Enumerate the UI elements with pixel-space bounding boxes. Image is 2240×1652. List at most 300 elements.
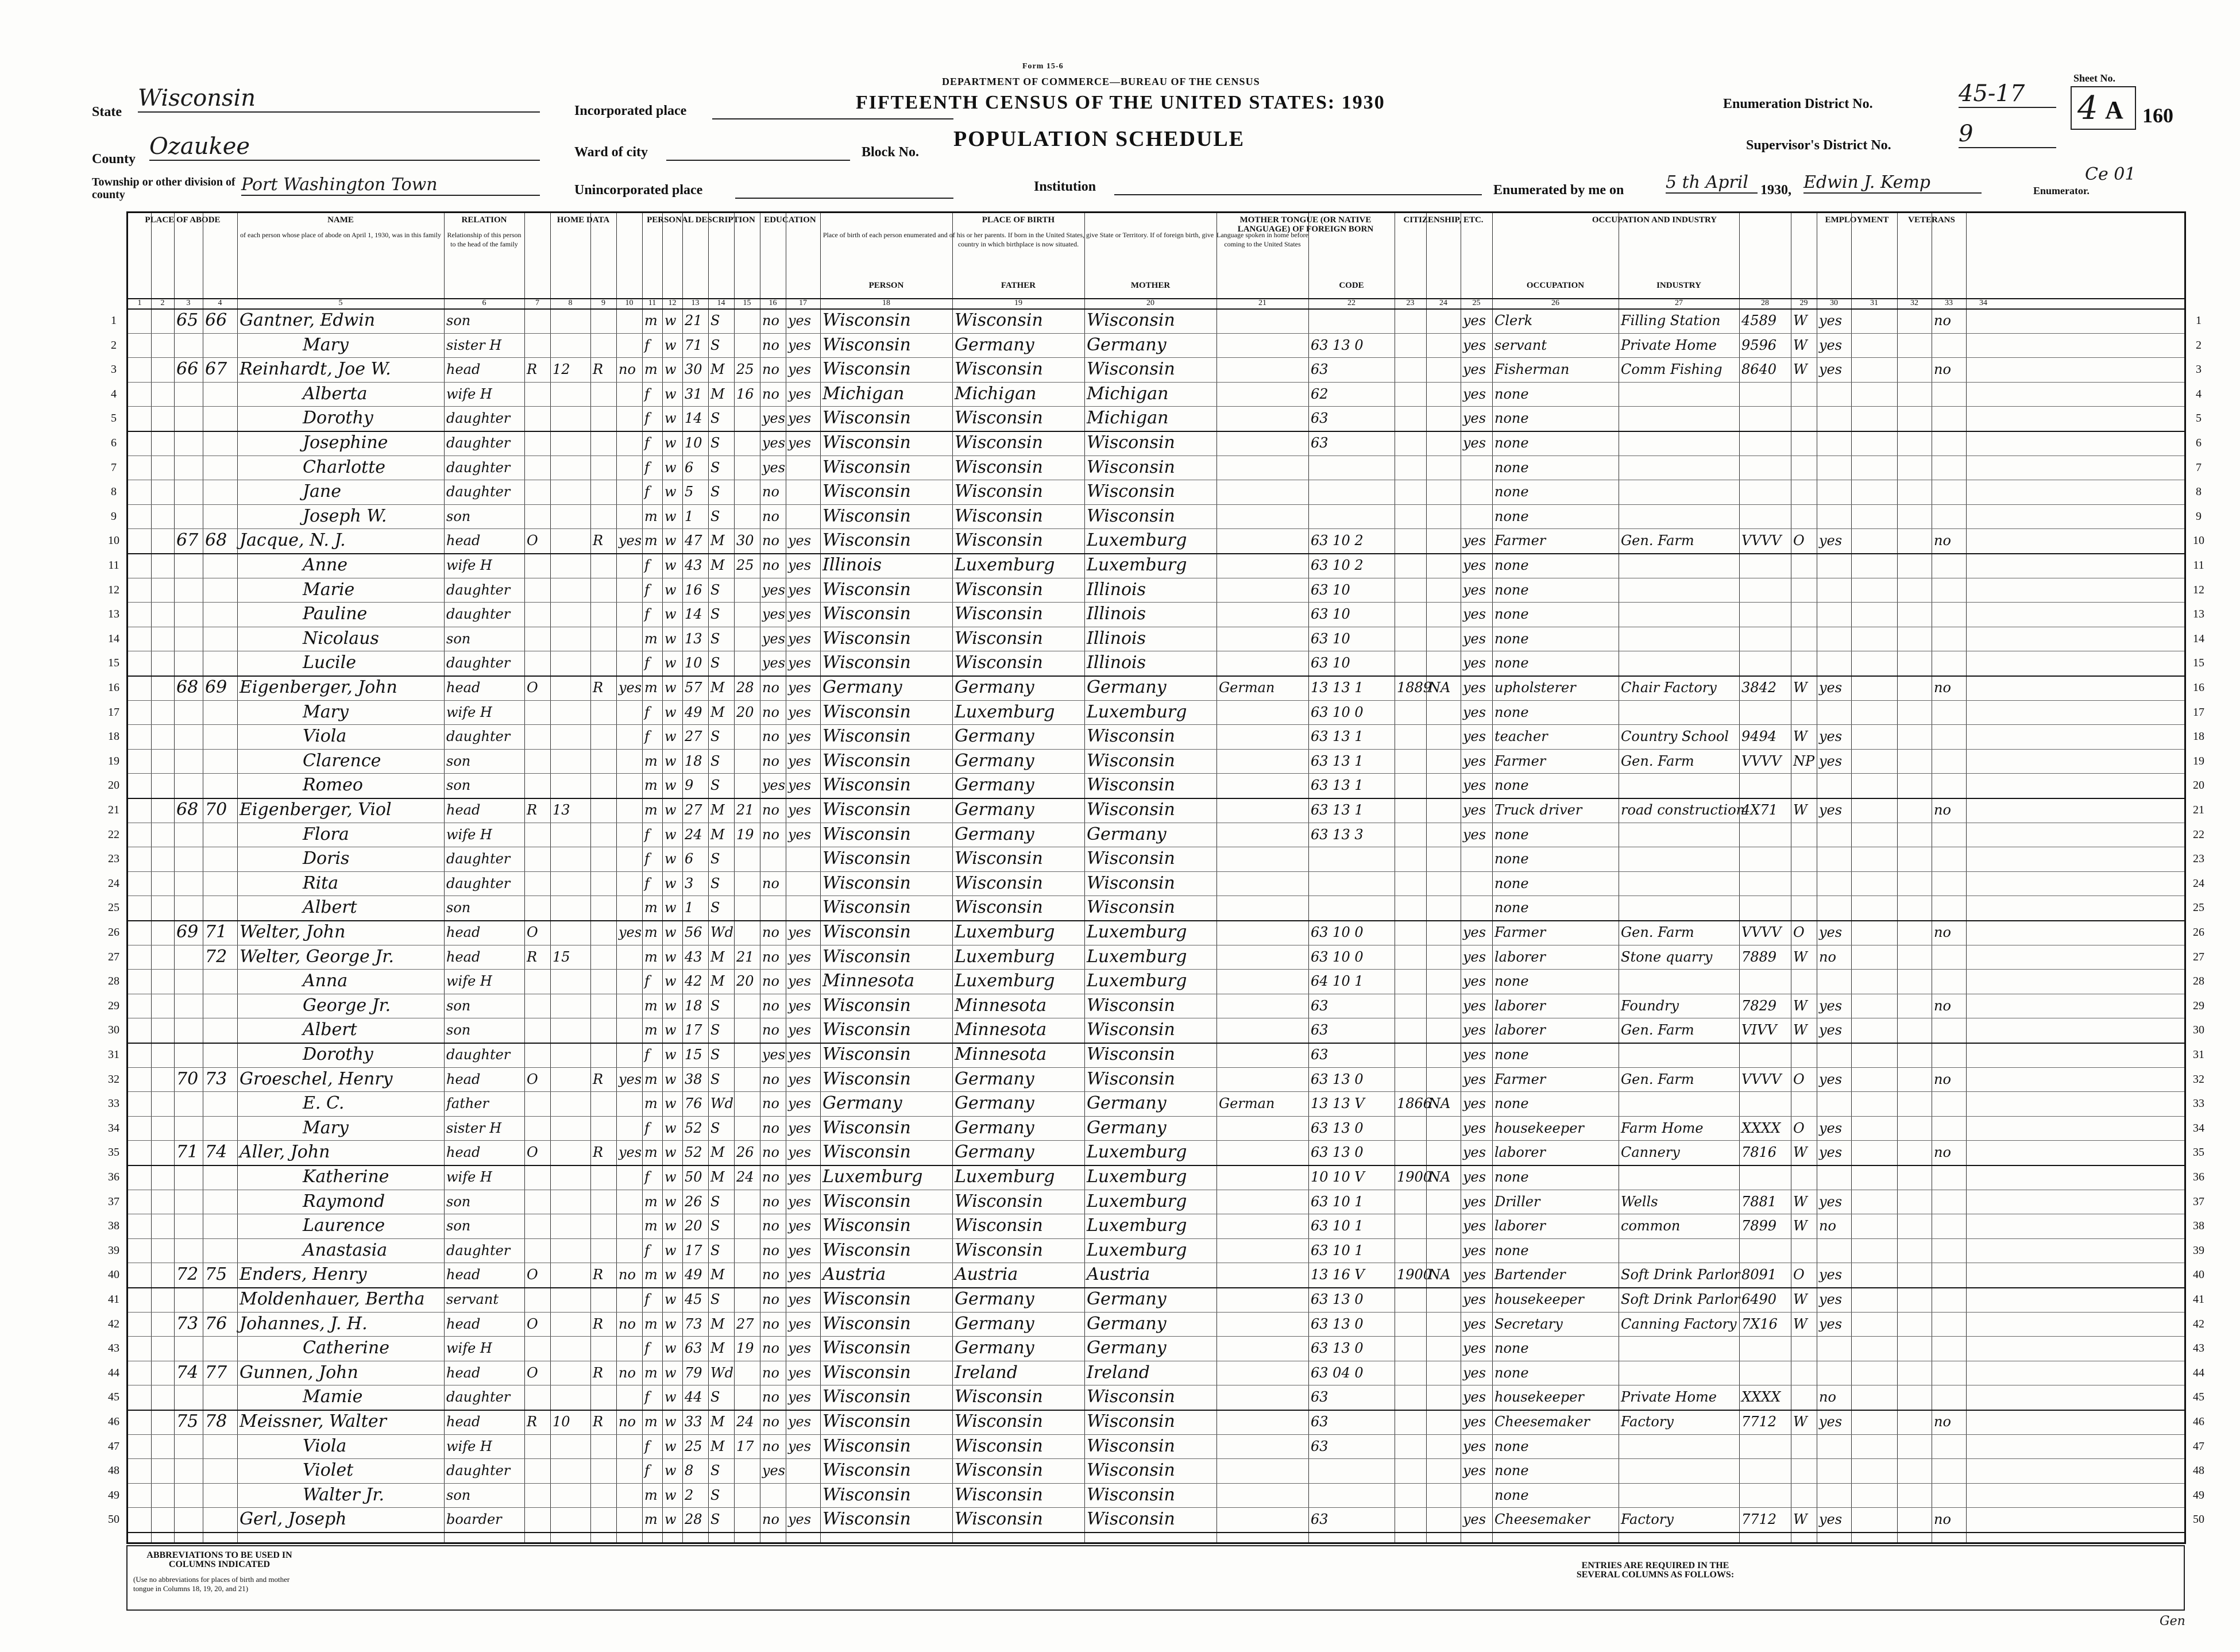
cell-code: 63 04 0 [1311,1364,1364,1381]
cell-school: no [762,1095,779,1112]
cell-home: O [527,1364,538,1381]
section-personal: PERSONAL DESCRIPTION [647,215,755,225]
cell-fb: Wisconsin [955,628,1043,649]
cell-sex: f [644,728,650,745]
cell-code: 63 10 [1311,581,1350,598]
cell-home: R [527,948,538,965]
cell-code: 64 10 1 [1311,973,1364,990]
cell-fb: Wisconsin [955,1191,1043,1211]
cell-name: E. C. [303,1093,345,1114]
cell-occcode: VVVV [1741,532,1782,549]
cell-work: no [1819,1218,1836,1234]
cell-mb: Wisconsin [1087,848,1175,869]
cell-fb: Austria [955,1264,1018,1285]
row-number: 22 [108,828,119,841]
cell-school: yes [762,435,786,451]
cell-race: w [665,1511,677,1528]
cell-agemar: 20 [736,704,754,720]
cell-race: w [665,1242,677,1259]
row-number: 6 [111,437,117,449]
cell-age: 42 [685,973,702,990]
row-number: 48 [108,1464,119,1477]
row-number: 50 [2193,1513,2204,1526]
cell-occ: none [1494,1487,1529,1503]
section-employment: EMPLOYMENT [1825,215,1889,225]
cell-pb: Wisconsin [822,726,911,747]
cell-read: yes [788,1193,812,1210]
cell-eng: yes [1463,826,1486,843]
col-divider [662,213,663,1542]
cell-rel: wife H [446,704,492,720]
cell-age: 20 [685,1218,702,1234]
cell-radio: R [593,1414,604,1430]
enumerator-signature: Edwin J. Kemp [1803,172,1982,194]
cell-rel: son [446,1487,471,1503]
cell-work: yes [1819,802,1843,818]
cell-mb: Wisconsin [1087,1044,1175,1064]
cell-school: no [762,361,779,378]
cell-occ: none [1494,557,1529,573]
cell-pb: Wisconsin [822,1411,911,1431]
cell-occcode: 8091 [1741,1267,1777,1283]
cell-race: w [665,410,677,427]
row-number: 37 [108,1195,119,1208]
cell-read: yes [788,1047,812,1063]
row-number: 19 [108,754,119,767]
cell-pb: Wisconsin [822,1484,911,1505]
cell-race: w [665,581,677,598]
cell-home: O [527,1071,538,1087]
cell-eng: yes [1463,1462,1486,1479]
row-number: 25 [2193,901,2204,914]
cell-cls: W [1793,802,1808,818]
cell-family: 69 [205,677,227,697]
cell-pb: Wisconsin [822,1387,911,1407]
cell-age: 10 [685,655,702,671]
cell-fb: Germany [955,334,1034,355]
cell-mb: Luxemburg [1087,530,1187,551]
cell-read: yes [788,1095,812,1112]
cell-fb: Germany [955,800,1034,820]
incorporated-line [712,118,953,119]
row-number: 45 [2193,1391,2204,1404]
cell-work: yes [1819,312,1843,329]
col-divider [151,213,152,1542]
cell-school: no [762,1071,779,1087]
cell-sex: f [644,826,650,843]
cell-eng: yes [1463,752,1486,769]
row-number: 11 [2193,559,2204,572]
cell-marital: S [710,1022,720,1039]
subhead-name: of each person whose place of abode on April 1, 1930, was in this family [240,231,441,239]
cell-school: no [762,1291,779,1307]
cell-code: 63 [1311,410,1328,427]
cell-code: 63 [1311,361,1328,378]
subhead-birth-desc: Place of birth of each person enumerated and of his or her parents. If born in the United States, give State or Territory. If of foreign birth, give country in which birthplace is now situated. [822,231,1214,248]
cell-rel: son [446,1193,471,1210]
cell-marital: S [710,581,720,598]
subhead-industry: INDUSTRY [1656,281,1701,290]
cell-imm: 1866 [1397,1095,1432,1112]
cell-rel: son [446,777,471,794]
cell-sex: m [644,997,658,1014]
cell-code: 63 [1311,1414,1328,1430]
cell-radio: R [593,1144,604,1161]
unincorporated-label: Unincorporated place [574,183,703,198]
column-number: 19 [1014,299,1022,307]
cell-race: w [665,851,677,867]
row-number: 47 [108,1439,119,1453]
row-number: 3 [111,363,117,376]
cell-sex: m [644,1364,658,1381]
cell-rel: son [446,508,471,524]
cell-sex: m [644,532,658,549]
cell-race: w [665,337,677,353]
cell-marital: S [710,1071,720,1087]
cell-occcode: 7816 [1741,1144,1777,1161]
cell-dwelling: 70 [176,1068,199,1089]
cell-read: yes [788,1315,812,1332]
cell-agemar: 19 [736,826,754,843]
cell-sex: f [644,1242,650,1259]
cell-school: no [762,948,779,965]
cell-pb: Wisconsin [822,1313,911,1334]
form-number: Form 15-6 [1022,62,1064,71]
col-divider [1084,213,1085,1542]
cell-occ: laborer [1494,948,1546,965]
cell-school: yes [762,777,786,794]
cell-age: 14 [685,606,702,623]
row-number: 16 [108,681,119,694]
cell-race: w [665,1169,677,1185]
cell-marital: S [710,1218,720,1234]
cell-read: yes [788,826,812,843]
cell-occcode: VVVV [1741,1071,1782,1087]
cell-vet: no [1934,1414,1951,1430]
cell-dwelling: 68 [176,800,199,820]
section-citizenship: CITIZENSHIP, ETC. [1403,215,1484,225]
cell-sex: m [644,802,658,818]
block-label: Block No. [862,145,920,160]
cell-sex: m [644,777,658,794]
row-divider [128,528,2184,529]
cell-rel: head [446,1267,481,1283]
row-divider [128,333,2184,334]
cell-occcode: 7881 [1741,1193,1777,1210]
supervisor-label: Supervisor's District No. [1746,138,1891,153]
row-number: 25 [108,901,119,914]
cell-read: yes [788,581,812,598]
cell-school: no [762,997,779,1014]
cell-work: yes [1819,728,1843,745]
row-number: 49 [108,1488,119,1502]
cell-cls: O [1793,924,1805,940]
cell-race: w [665,680,677,696]
row-divider [128,382,2184,383]
cell-occ: housekeeper [1494,1120,1584,1136]
cell-name: Clarence [303,750,381,771]
row-number: 26 [108,926,119,939]
cell-race: w [665,532,677,549]
cell-sex: m [644,1218,658,1234]
cell-age: 56 [685,924,702,940]
cell-cls: W [1793,997,1808,1014]
cell-occcode: 7899 [1741,1218,1777,1234]
section-birth: PLACE OF BIRTH [982,215,1055,225]
col-divider [1308,213,1309,1542]
cell-read: yes [788,1340,812,1357]
cell-home: R [527,361,538,378]
cell-tongue: German [1219,680,1275,696]
cell-work: yes [1819,532,1843,549]
row-number: 46 [108,1415,119,1428]
cell-school: no [762,484,779,500]
row-number: 44 [108,1366,119,1379]
cell-marital: S [710,655,720,671]
cell-race: w [665,1218,677,1234]
col-divider [820,213,821,1542]
cell-occ: laborer [1494,1144,1546,1161]
cell-work: yes [1819,752,1843,769]
col-divider [550,213,551,1542]
cell-read: yes [788,361,812,378]
cell-mb: Austria [1087,1264,1150,1285]
cell-occcode: 7829 [1741,997,1777,1014]
cell-pb: Michigan [822,383,905,404]
cell-occcode: 9494 [1741,728,1777,745]
cell-race: w [665,435,677,451]
cell-sex: m [644,1095,658,1112]
cell-marital: S [710,1193,720,1210]
cell-name: Viola [303,726,347,747]
cell-code: 63 13 1 [1311,752,1364,769]
cell-fb: Ireland [955,1362,1018,1383]
cell-race: w [665,1315,677,1332]
row-number: 34 [108,1121,119,1134]
cell-pb: Wisconsin [822,653,911,673]
cell-pb: Wisconsin [822,1142,911,1163]
cell-dwelling: 75 [176,1411,199,1431]
section-tongue: MOTHER TONGUE (OR NATIVE LANGUAGE) OF FOREIGN BORN [1237,215,1374,234]
county-label: County [92,152,136,167]
cell-marital: S [710,410,720,427]
cell-fb: Michigan [955,383,1037,404]
col-divider [1851,213,1852,1542]
cell-read: yes [788,777,812,794]
column-number: 20 [1146,299,1154,307]
cell-age: 79 [685,1364,702,1381]
cell-family: 74 [205,1142,227,1163]
cell-cls: W [1793,337,1808,353]
row-number: 38 [2193,1219,2204,1233]
cell-dwelling: 72 [176,1264,199,1285]
row-number: 20 [108,779,119,792]
row-divider [128,969,2184,970]
cell-race: w [665,655,677,671]
col-divider [616,213,617,1542]
cell-race: w [665,704,677,720]
cell-occ: laborer [1494,1022,1546,1039]
cell-occ: none [1494,1340,1529,1357]
cell-race: w [665,1438,677,1454]
row-divider [128,1312,2184,1313]
cell-marital: M [710,1169,725,1185]
cell-farm: yes [619,532,642,549]
cell-cls: O [1793,1071,1805,1087]
cell-pb: Wisconsin [822,1338,911,1358]
cell-occ: none [1494,851,1529,867]
cell-code: 63 10 [1311,655,1350,671]
cell-school: yes [762,1462,786,1479]
cell-name: Albert [303,1020,357,1040]
cell-occ: none [1494,655,1529,671]
cell-rel: wife H [446,973,492,990]
cell-eng: yes [1463,680,1486,696]
column-number: 22 [1347,299,1355,307]
subhead-occupation: OCCUPATION [1526,281,1585,290]
cell-school: no [762,1193,779,1210]
cell-home: O [527,532,538,549]
cell-sex: f [644,851,650,867]
cell-name: Laurence [303,1215,385,1236]
row-number: 45 [108,1391,119,1404]
cell-name: Welter, John [240,922,346,942]
column-number: 4 [218,299,222,307]
section-education: EDUCATION [764,215,816,225]
cell-code: 63 13 1 [1311,802,1364,818]
row-number: 12 [108,583,119,596]
cell-race: w [665,752,677,769]
cell-name: Johannes, J. H. [240,1313,368,1334]
cell-race: w [665,508,677,524]
cell-mb: Wisconsin [1087,1460,1175,1481]
cell-name: Viola [303,1435,347,1456]
cell-rel: head [446,1144,481,1161]
cell-school: no [762,337,779,353]
cell-work: yes [1819,1267,1843,1283]
cell-occ: none [1494,826,1529,843]
enumerated-date: 5 th April [1666,172,1758,194]
row-divider [128,1067,2184,1068]
cell-school: no [762,1414,779,1430]
cell-dwelling: 65 [176,310,199,330]
cell-occ: none [1494,508,1529,524]
cell-imm: 1889 [1397,680,1432,696]
cell-fb: Minnesota [955,995,1047,1016]
subhead-person: PERSON [868,281,904,290]
cell-mb: Luxemburg [1087,971,1187,991]
cell-school: no [762,752,779,769]
cell-mb: Wisconsin [1087,726,1175,747]
row-number: 21 [108,804,119,816]
cell-rel: daughter [446,1047,511,1063]
row-number: 19 [2193,754,2204,767]
cell-marital: M [710,1144,725,1161]
head-divider [128,298,2184,299]
cell-family: 68 [205,530,227,551]
cell-age: 71 [685,337,702,353]
cell-marital: M [710,1340,725,1357]
cell-race: w [665,1047,677,1063]
cell-eng: yes [1463,532,1486,549]
cell-occ: upholsterer [1494,680,1576,696]
subhead-father: FATHER [1001,281,1036,290]
cell-vet: no [1934,1071,1951,1087]
cell-rel: daughter [446,1462,511,1479]
row-number: 24 [108,877,119,890]
cell-race: w [665,1120,677,1136]
cell-eng: yes [1463,1120,1486,1136]
cell-agemar: 30 [736,532,754,549]
cell-name: Mary [303,1117,349,1138]
cell-marital: S [710,728,720,745]
institution-label: Institution [1034,179,1096,194]
cell-name: Moldenhauer, Bertha [240,1289,425,1309]
cell-value: 13 [553,802,570,818]
cell-fb: Wisconsin [955,1484,1043,1505]
cell-name: Marie [303,579,355,600]
col-divider [734,213,735,1542]
cell-race: w [665,1462,677,1479]
cell-marital: S [710,1047,720,1063]
cell-age: 6 [685,851,694,867]
cell-occ: none [1494,704,1529,720]
cell-code: 10 10 V [1311,1169,1365,1185]
section-abode: PLACE OF ABODE [145,215,221,225]
cell-mb: Wisconsin [1087,1068,1175,1089]
entries-title: ENTRIES ARE REQUIRED IN THE SEVERAL COLUMNS AS FOLLOWS: [1576,1561,1735,1580]
cell-mb: Germany [1087,334,1167,355]
row-number: 6 [2196,437,2202,449]
cell-code: 63 10 1 [1311,1242,1364,1259]
row-number: 9 [2196,510,2202,523]
cell-occ: Bartender [1494,1267,1566,1283]
column-number: 1 [137,299,142,307]
cell-fb: Germany [955,1117,1034,1138]
cell-imm: 1900 [1397,1267,1432,1283]
column-number: 30 [1830,299,1838,307]
cell-mb: Michigan [1087,408,1169,429]
row-divider [128,1140,2184,1141]
institution-line [1114,194,1482,195]
cell-occcode: 9596 [1741,337,1777,353]
cell-vet: no [1934,680,1951,696]
cell-mb: Germany [1087,1338,1167,1358]
cell-pb: Wisconsin [822,1044,911,1064]
cell-family: 71 [205,922,227,942]
cell-code: 63 10 1 [1311,1218,1364,1234]
cell-agemar: 25 [736,361,754,378]
cell-ind: Soft Drink Parlor [1621,1291,1740,1307]
sheet-letter: A [2105,96,2123,124]
cell-value: 15 [553,948,570,965]
cell-pb: Wisconsin [822,848,911,869]
cell-school: yes [762,606,786,623]
cell-vet: no [1934,361,1951,378]
row-divider [128,357,2184,358]
cell-cls: W [1793,1511,1808,1528]
column-number: 23 [1406,299,1415,307]
cell-ind: Factory [1621,1511,1674,1528]
cell-name: Rita [303,873,339,893]
cell-marital: S [710,606,720,623]
cell-read: yes [788,1438,812,1454]
cell-mb: Luxemburg [1087,1191,1187,1211]
cell-fb: Wisconsin [955,1435,1043,1456]
cell-agemar: 21 [736,802,754,818]
cell-rel: head [446,680,481,696]
cell-home: R [527,1414,538,1430]
